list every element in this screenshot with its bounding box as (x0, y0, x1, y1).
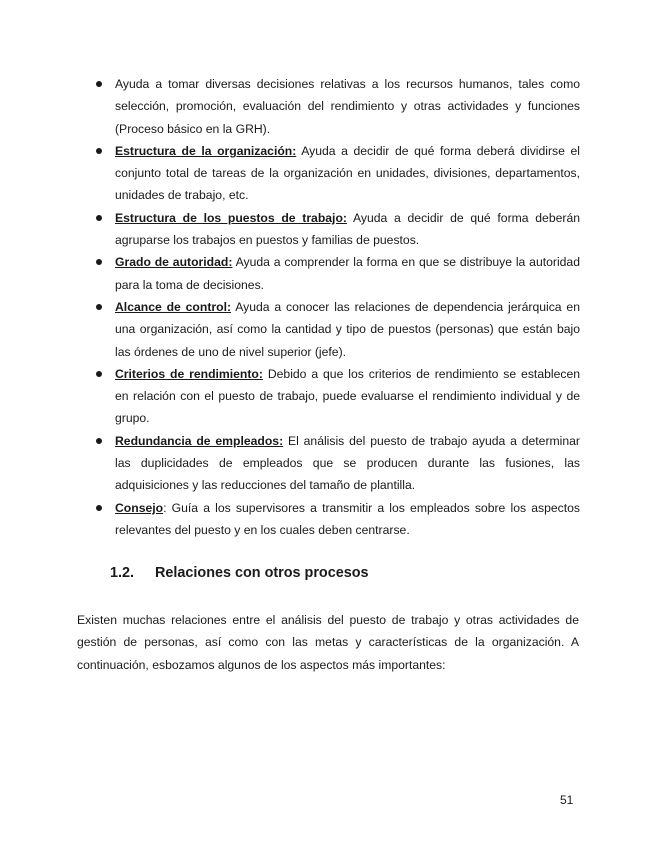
bullet-term: Alcance de control: (115, 299, 232, 314)
bullet-dot-icon (96, 81, 102, 87)
bullet-dot-icon (96, 148, 102, 154)
bullet-term: Redundancia de empleados: (115, 433, 284, 448)
bullet-term: Estructura de la organización: (115, 143, 297, 158)
bullet-text: Ayuda a conocer las relaciones de dependencia jerárquica en una organización, así como la cantidad y tipo de puestos (personas) que están bajo las órdenes de uno de nivel superior (jefe). (115, 299, 580, 359)
bullet-item (95, 73, 580, 140)
bullet-dot-icon (96, 215, 102, 221)
bullet-text: Ayuda a comprender la forma en que se distribuye la autoridad para la toma de decisiones. (115, 255, 580, 292)
bullet-dot-icon (96, 259, 102, 265)
bullet-item (95, 140, 580, 207)
bullet-text: Debido a que los criterios de rendimiento se establecen en relación con el puesto de trabajo, puede evaluarse el rendimiento individual y de grupo. (115, 366, 581, 426)
bullet-text: Ayuda a decidir de qué forma deberán agruparse los trabajos en puestos y familias de puestos. (115, 210, 580, 248)
bullet-item (95, 251, 580, 296)
section-heading (110, 562, 369, 584)
bullet-term: Consejo (115, 500, 164, 515)
section-title: Relaciones con otros procesos (155, 565, 369, 581)
bullet-dot-icon (96, 505, 102, 511)
page-number: 51 (560, 793, 574, 807)
bullet-item (95, 430, 580, 497)
bullet-dot-icon (96, 371, 102, 377)
bullet-text: Guía a los supervisores a transmitir a los empleados sobre los aspectos relevantes del puesto y en los cuales deben centrarse. (115, 500, 581, 537)
bullet-item (95, 497, 580, 542)
bullet-text: Ayuda a decidir de qué forma deberá dividirse el conjunto total de tareas de la organización en unidades, divisiones, departamentos, unidades de trabajo, etc. (115, 143, 580, 203)
bullet-item (95, 296, 580, 363)
bullet-dot-icon (96, 438, 102, 444)
bullet-separator: : (163, 500, 172, 515)
bullet-dot-icon (96, 304, 102, 310)
bullet-term: Estructura de los puestos de trabajo: (115, 210, 347, 225)
bullet-item (95, 207, 580, 252)
bullet-text: Ayuda a tomar diversas decisiones relativas a los recursos humanos, tales como selección, promoción, evaluación del rendimiento y otras actividades y funciones (Proceso básico en la GRH). (115, 77, 580, 136)
bullet-text: El análisis del puesto de trabajo ayuda a determinar las duplicidades de empleados que se producen durante las fusiones, las adquisiciones y las reducciones del tamaño de plantilla. (115, 433, 580, 493)
bullet-term: Grado de autoridad: (115, 255, 233, 270)
section-number: 1.2. (110, 565, 135, 581)
body-paragraph: Existen muchas relaciones entre el análisis del puesto de trabajo y otras actividades de gestión de personas, así como con las metas y características de la organización. A continuación, esbozamos algunos de los aspectos más importantes: (77, 613, 579, 672)
bullet-list (95, 73, 580, 541)
bullet-term: Criterios de rendimiento: (115, 366, 263, 381)
bullet-item (95, 363, 580, 430)
